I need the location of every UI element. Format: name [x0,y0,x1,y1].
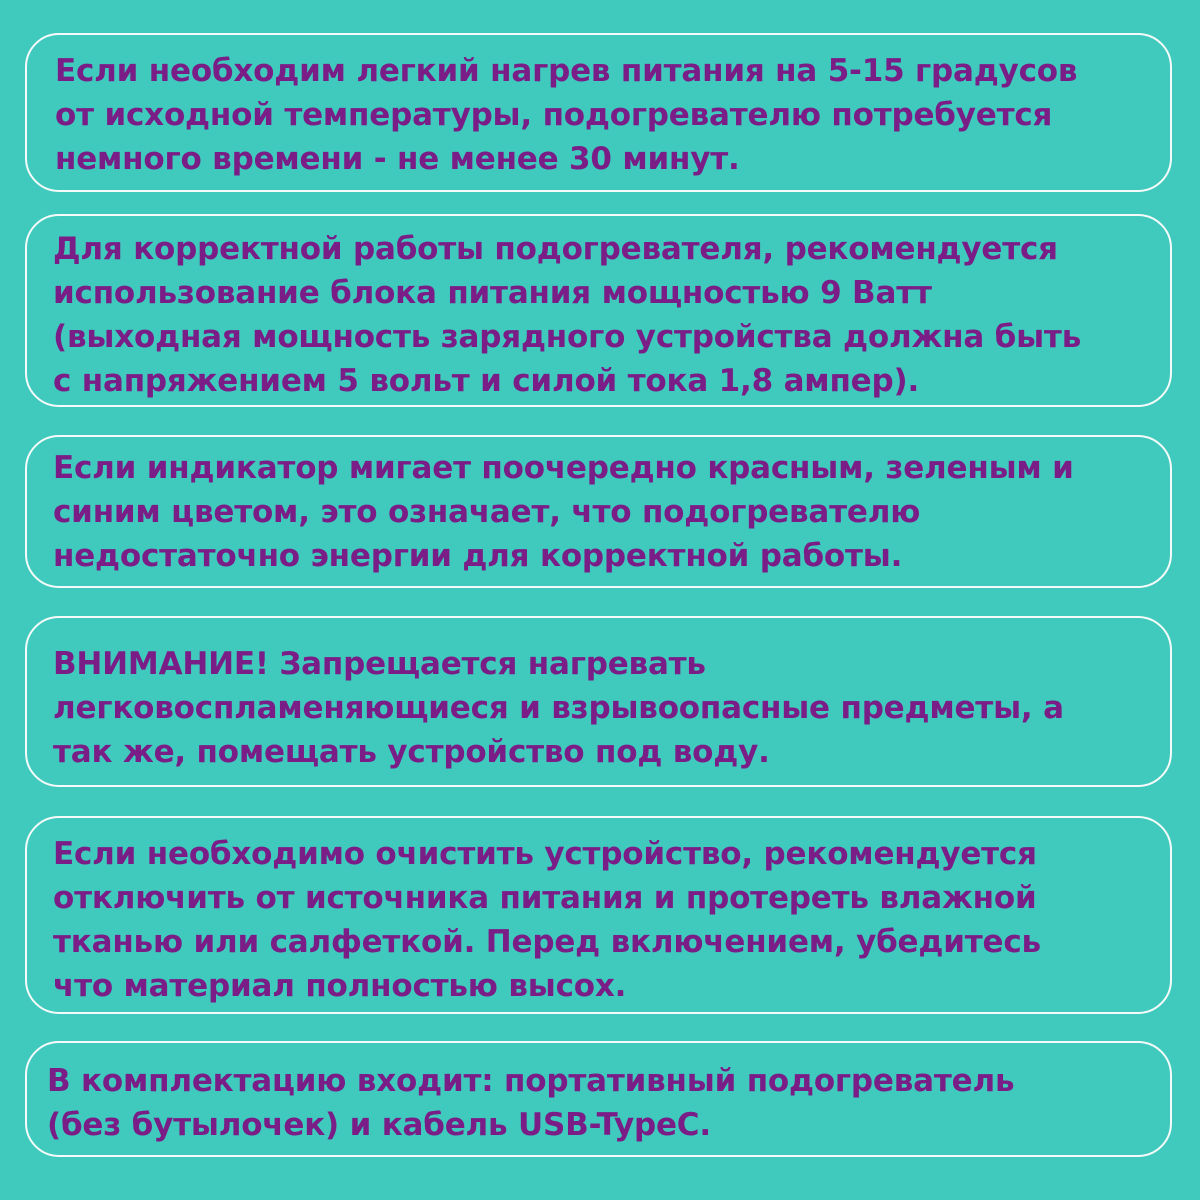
text-line: (выходная мощность зарядного устройства должна быть [53,319,1082,355]
cleaning-text [53,832,1041,1008]
text-line: легковоспламеняющиеся и взрывоопасные предметы, а [53,690,1064,726]
info-card-warning [25,616,1172,787]
info-card-heating-time [25,33,1172,192]
package-contents-text [47,1059,1014,1147]
text-line: недостаточно энергии для корректной работы. [53,538,903,574]
text-line: Если необходим легкий нагрев питания на 5-15 градусов [55,53,1078,89]
text-line: немного времени - не менее 30 минут. [55,141,740,177]
warning-text [53,642,1064,774]
text-line: ВНИМАНИЕ! Запрещается нагревать [53,646,706,682]
info-card-indicator [25,435,1172,588]
text-line: синим цветом, это означает, что подогревателю [53,494,921,530]
text-line: что материал полностью высох. [53,968,627,1004]
text-line: тканью или салфеткой. Перед включением, убедитесь [53,924,1041,960]
text-line: от исходной температуры, подогревателю потребуется [55,97,1053,133]
info-card-package-contents [25,1041,1172,1157]
text-line: Для корректной работы подогревателя, рекомендуется [53,231,1058,267]
text-line: Если индикатор мигает поочередно красным, зеленым и [53,450,1074,486]
power-supply-text [53,227,1081,403]
text-line: В комплектацию входит: портативный подогреватель [47,1063,1015,1099]
text-line: отключить от источника питания и протереть влажной [53,880,1037,916]
text-line: использование блока питания мощностью 9 Ватт [53,275,932,311]
indicator-text [53,446,1074,578]
heating-time-text [55,49,1077,181]
text-line: так же, помещать устройство под воду. [53,734,770,770]
info-card-cleaning [25,816,1172,1014]
text-line: с напряжением 5 вольт и силой тока 1,8 ампер). [53,363,920,399]
info-card-power-supply [25,214,1172,407]
text-line: (без бутылочек) и кабель USB-TypeC. [47,1107,711,1143]
text-line: Если необходимо очистить устройство, рекомендуется [53,836,1037,872]
